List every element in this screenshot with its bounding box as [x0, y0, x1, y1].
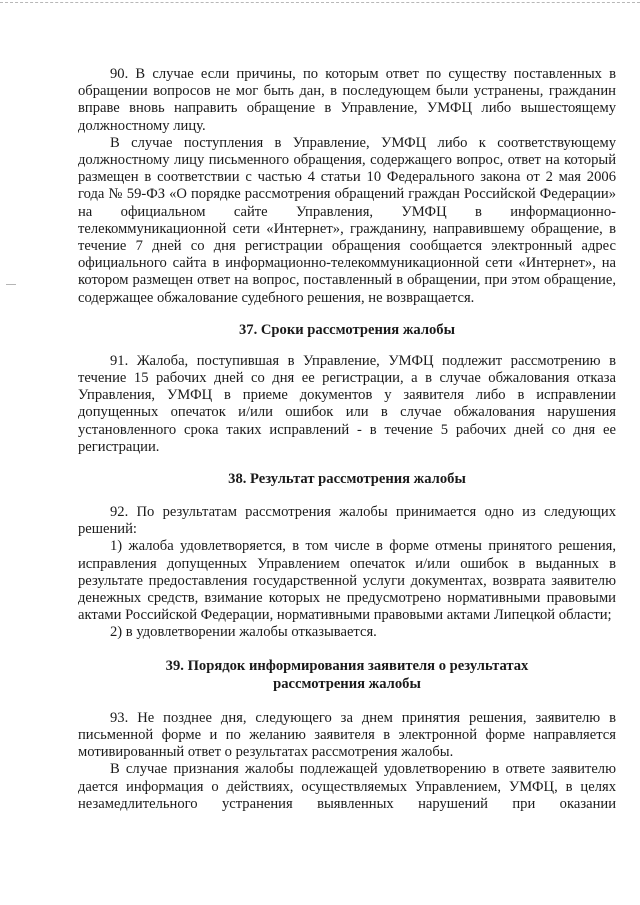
paragraph-92-item-1: 1) жалоба удовлетворяется, в том числе в форме отмены принятого решения, исправления допущенных Управлением опечаток и/или ошибок в выданных в результате предоставления государственной услуги документах, возврата заявителю денежных средств, взимание которых не предусмотрено нормативными правовыми актами Российской Федерации, нормативными правовыми актами Липецкой области; [78, 538, 616, 624]
section-heading-39-line-2: рассмотрения жалобы [273, 675, 421, 692]
section-heading-38: 38. Результат рассмотрения жалобы [228, 471, 466, 488]
paragraph-90-1: 90. В случае если причины, по которым ответ по существу поставленных в обращении вопросов не мог быть дан, в последующем были устранены, гражданин вправе вновь направить обращение в Управление, УМФЦ либо вышестоящему должностному лицу. [78, 66, 616, 134]
document-page [78, 66, 616, 813]
paragraph-91: 91. Жалоба, поступившая в Управление, УМФЦ подлежит рассмотрению в течение 15 рабочих дней со дня ее регистрации, а в случае обжалования отказа Управления, УМФЦ в приеме документов у заявителя либо в исправлении допущенных опечаток и/или ошибок или в случае обжалования нарушения установленного срока таких исправлений - в течение 5 рабочих дней со дня ее регистрации. [78, 352, 616, 455]
scan-edge [0, 2, 640, 9]
section-heading-37: 37. Сроки рассмотрения жалобы [238, 321, 455, 338]
margin-mark [6, 284, 16, 285]
section-heading-39-line-1: 39. Порядок информирования заявителя о результатах [165, 657, 529, 674]
paragraph-92-item-2: 2) в удовлетворении жалобы отказывается. [110, 624, 377, 641]
paragraph-90-2: В случае поступления в Управление, УМФЦ либо к соответствующему должностному лицу письменного обращения, содержащего вопрос, ответ на который размещен в соответствии с частью 4 статьи 10 Федерального закона от 2 мая 2006 года № 59-ФЗ «О порядке рассмотрения обращений граждан Российской Федерации» на официальном сайте Управления, УМФЦ в информационно-телекоммуникационной сети «Интернет», гражданину, направившему обращение, в течение 7 дней со дня регистрации обращения сообщается электронный адрес официального сайта в информационно-телекоммуникационной сети «Интернет», на котором размещен ответ на вопрос, поставленный в обращении, при этом обращение, содержащее обжалование судебного решения, не возвращается. [78, 134, 616, 306]
paragraph-93-1: 93. Не позднее дня, следующего за днем принятия решения, заявителю в письменной форме и по желанию заявителя в электронной форме направляется мотивированный ответ о результатах рассмотрения жалобы. [78, 709, 616, 761]
paragraph-93-2: В случае признания жалобы подлежащей удовлетворению в ответе заявителю дается информация о действиях, осуществляемых Управлением, УМФЦ, в целях незамедлительного устранения выявленных нарушений при оказании [78, 761, 616, 812]
paragraph-92: 92. По результатам рассмотрения жалобы принимается одно из следующих решений: [78, 504, 616, 538]
